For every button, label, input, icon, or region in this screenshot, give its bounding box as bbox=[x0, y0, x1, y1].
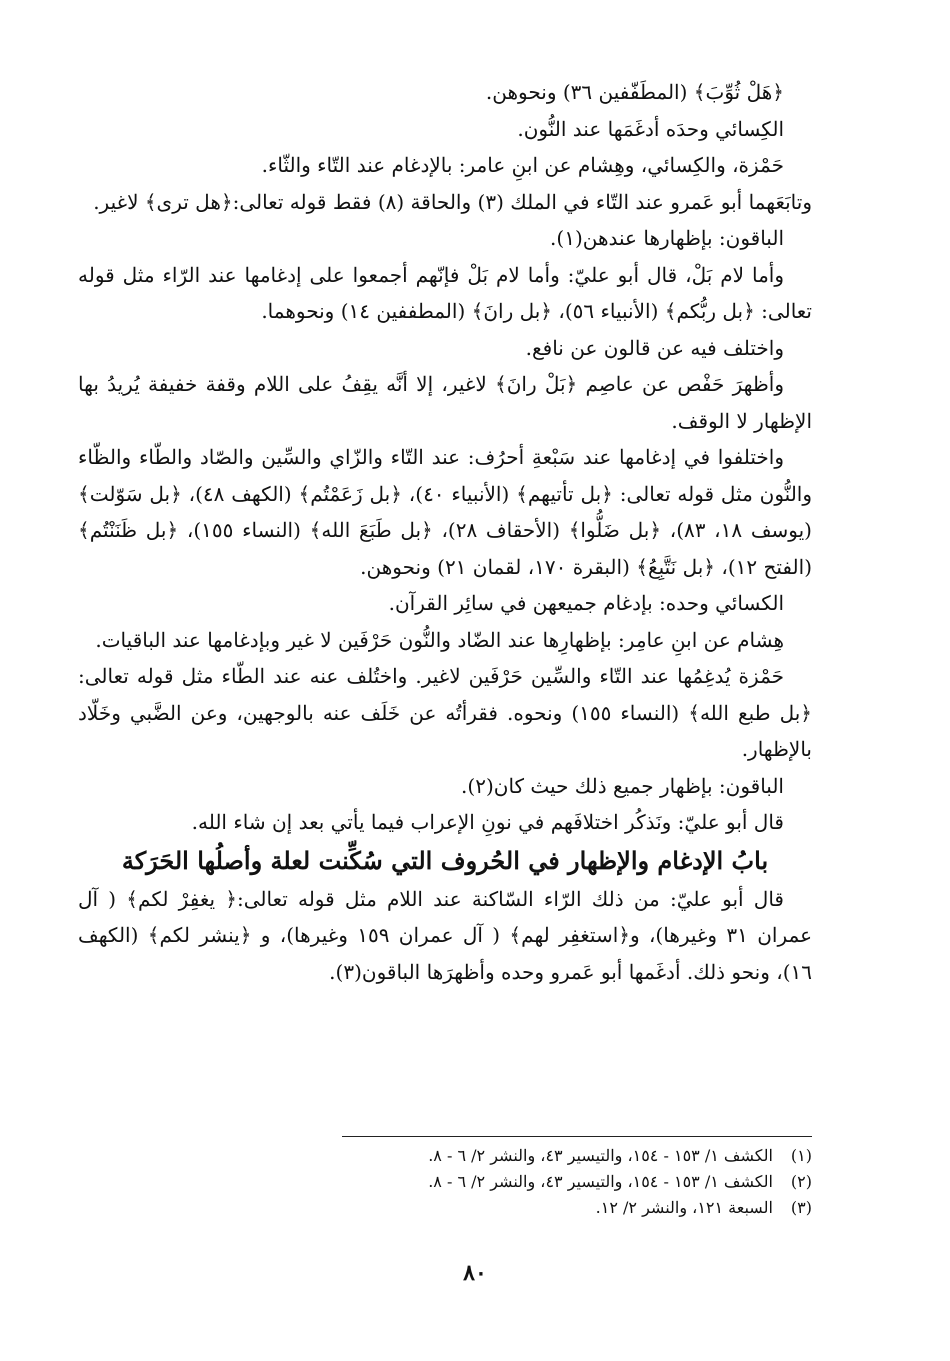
paragraph: حَمْزة، والكِسائي، وهِشام عن ابنِ عامر: بالإدغام عند التّاء والثّاء. bbox=[261, 153, 784, 177]
footnote-text: الكشف ١/ ١٥٣ - ١٥٤، والتيسير ٤٣، والنشر ٢/ ٦ - ٨. bbox=[428, 1146, 773, 1165]
footnote-number: (٣) bbox=[790, 1198, 812, 1217]
paragraph: الكِسائي وحدَه أدغَمَها عند النُّون. bbox=[517, 116, 784, 141]
page-number: ٨٠ bbox=[463, 1260, 487, 1286]
paragraph: واختلف فيه عن قالون عن نافع. bbox=[525, 335, 784, 360]
footnote-text: الكشف ١/ ١٥٣ - ١٥٤، والتيسير ٤٣، والنشر ٢/ ٦ - ٨. bbox=[428, 1172, 773, 1191]
paragraph: واختلفوا في إدغامها عند سَبْعةِ أحرُف: عند التّاء والزّاي والسِّين والصّاد والطّاء والظّاء والنُّون مثل قوله تعالى: ﴿بل تأتيهم﴾ (الأنبياء ٤٠)، ﴿بل زَعَمْتُم﴾ (الكهف ٤٨)، ﴿بل سَوّلت﴾ (يوسف ١٨، ٨٣)، ﴿بل ضَلُّوا﴾ (الأحقاف ٢٨)، ﴿بل طَبَعَ الله﴾ (النساء ١٥٥)، ﴿بل ظَنَنْتُم﴾ (الفتح ١٢)، ﴿بل نَتَّبِعُ﴾ (البقرة ١٧٠، لقمان ٢١) ونحوهن. bbox=[78, 445, 812, 579]
paragraph: الكسائي وحده: بإدغام جميعهن في سائِر القرآن. bbox=[388, 591, 784, 615]
footnote bbox=[78, 1195, 812, 1221]
paragraph: ﴿هَلْ ثُوِّبَ﴾ (المطَفّفين ٣٦) ونحوهن. bbox=[485, 80, 784, 104]
paragraph: هِشام عن ابنِ عامِر: بإظهارِها عند الضّاد والنُّون حَرْفَين لا غير وبإدغامها عند الباقيات. bbox=[95, 627, 784, 652]
footnote-divider bbox=[342, 1136, 812, 1137]
page-body bbox=[78, 74, 812, 990]
paragraph: الباقون: بإظهارها عندهن(١). bbox=[550, 226, 784, 250]
footnote bbox=[78, 1143, 812, 1169]
footnote bbox=[78, 1169, 812, 1195]
footnote-number: (١) bbox=[790, 1146, 812, 1165]
footnote-number: (٢) bbox=[790, 1172, 812, 1191]
chapter-heading: بابُ الإدغام والإظهار في الحُروف التي سُكِّنت لعلة وأصلُها الحَرَكة bbox=[121, 845, 769, 875]
paragraph: وأما لام بَلْ، قال أبو عليّ: وأما لام بَلْ فإنّهم أجمعوا على إدغامها عند الرّاء مثل قوله تعالى: ﴿بل ربُّكم﴾ (الأنبياء ٥٦)، ﴿بل رانَ﴾ (المطففين ١٤) ونحوهما. bbox=[78, 262, 812, 323]
footnote-text: السبعة ١٢١، والنشر ٢/ ١٢. bbox=[595, 1198, 773, 1217]
paragraph: قال أبو عليّ: ونَذكُر اختلافَهم في نونِ الإعراب فيما يأتي بعد إن شاء الله. bbox=[191, 810, 784, 834]
paragraph: قال أبو عليّ: من ذلك الرّاء السّاكنة عند اللام مثل قوله تعالى:﴿ يغفِرْ لكم﴾ ( آل عمران ٣١ وغيرها)، و﴿استغفِر لهم﴾ ( آل عمران ١٥٩ وغيرها)، و ﴿ينشر لكم﴾ (الكهف ١٦)، ونحو ذلك. أدغَمها أبو عَمرو وحده وأظهرَها الباقون(٣). bbox=[78, 886, 812, 984]
paragraph: الباقون: بإظهار جميع ذلك حيث كان(٢). bbox=[461, 773, 784, 798]
paragraph: حَمْزة يُدغِمُها عند التّاء والسِّين حَرْفَين لاغير. واختُلف عنه عند الطّاء مثل قوله تعالى: ﴿بل طبع الله﴾ (النساء ١٥٥) ونحوه. فقرأتُه عن خَلَف عنه بالوجهين، وعن الضَّبي وخَلّاد بالإظهار. bbox=[78, 664, 812, 761]
main-text bbox=[78, 74, 812, 990]
paragraph: وتابَعَهما أبو عَمرو عند التّاء في الملك (٣) والحاقة (٨) فقط قوله تعالى:﴿هل ترى﴾ لاغير. bbox=[93, 189, 812, 214]
paragraph: وأظهرَ حَفْص عن عاصِم ﴿بَلْ رانَ﴾ لاغير، إلا أنَّه يقِفُ على اللام وقفة خفيفة يُريدُ بها الإظهار لا الوقف. bbox=[78, 372, 812, 433]
footnotes bbox=[78, 1136, 812, 1221]
